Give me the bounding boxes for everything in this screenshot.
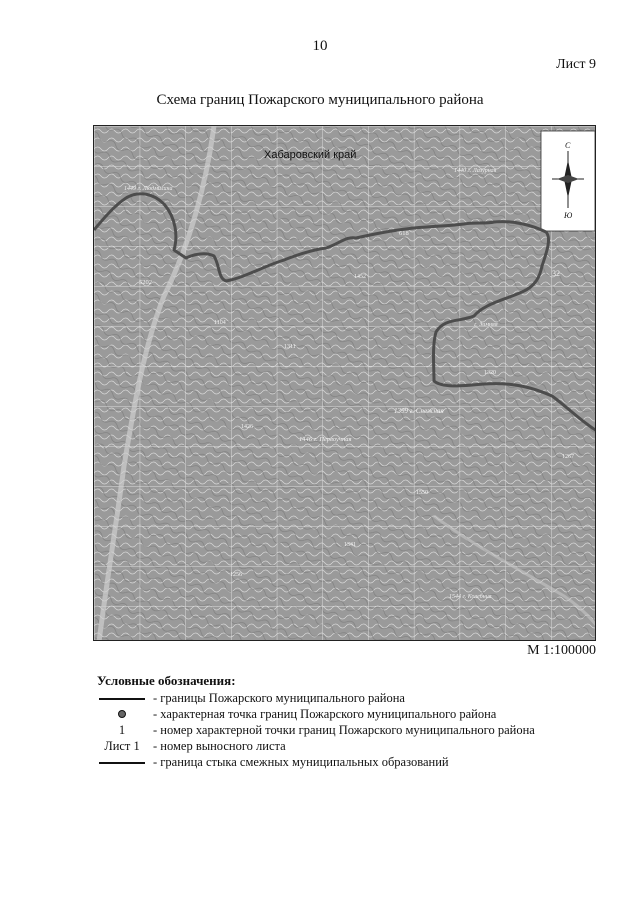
legend-symbol-text: 1	[118, 723, 126, 737]
map-label-kolebniya: 1544 г. Колебния	[449, 594, 492, 600]
map-label-32: 32	[552, 269, 560, 278]
map-label-1104: 1104	[214, 320, 226, 326]
map-label-zimnyaya: г. Зимняя	[474, 322, 498, 328]
compass-rose	[541, 131, 595, 231]
legend-item-text: - границы Пожарского муниципального района	[153, 691, 405, 705]
map-label-1426: 1426	[241, 424, 253, 430]
legend-item	[97, 738, 286, 754]
map-canvas	[94, 126, 596, 641]
map-label-618: 618	[399, 230, 409, 237]
map-label-1267: 1267	[562, 454, 574, 460]
legend-title: Условные обозначения:	[97, 673, 236, 688]
map-label-lazurnaya: 1440 г. Лазурная	[454, 168, 497, 174]
map-label-1320: 1320	[484, 370, 496, 376]
coordinate-grid	[94, 126, 596, 641]
legend-item	[97, 722, 535, 738]
map-label-lyudmilin: 1449 г. Людмилина	[124, 186, 173, 192]
junction-line-icon	[99, 762, 145, 764]
point-marker-icon	[118, 710, 126, 718]
page-title: Схема границ Пожарского муниципального района	[156, 92, 484, 108]
legend-item-text: - граница стыка смежных муниципальных образований	[153, 755, 449, 769]
map-label-snezhnaya: 1399 г. Снежная	[394, 407, 444, 415]
region-label: Хабаровский край	[264, 149, 357, 161]
compass-north: С	[565, 141, 571, 150]
legend-item	[97, 706, 497, 722]
map-label-pervoruchnaya: 1446 г. Первоучная	[299, 436, 352, 443]
compass-south: Ю	[564, 211, 573, 220]
map-label-1341: 1341	[344, 542, 356, 548]
map-label-1550: 1550	[416, 490, 428, 496]
map-label-1452: 1452	[354, 274, 366, 280]
legend-item-text: - номер выносного листа	[153, 739, 286, 753]
legend-symbol-text: Лист 1	[104, 739, 140, 753]
legend-item	[97, 754, 449, 770]
legend	[97, 673, 535, 770]
legend-item	[97, 690, 405, 706]
sheet-label: Лист 9	[556, 57, 596, 72]
map-label-1311: 1311	[284, 344, 296, 350]
map-frame	[93, 125, 596, 641]
map-label-5202: 5202	[139, 279, 152, 286]
map-scale: М 1:100000	[527, 643, 596, 658]
boundary-line-icon	[99, 698, 145, 700]
legend-item-text: - номер характерной точки границ Пожарского муниципального района	[153, 723, 535, 737]
legend-item-text: - характерная точка границ Пожарского муниципального района	[153, 707, 497, 721]
map-label-1256: 1256	[230, 572, 242, 578]
page-number: 10	[312, 38, 328, 54]
